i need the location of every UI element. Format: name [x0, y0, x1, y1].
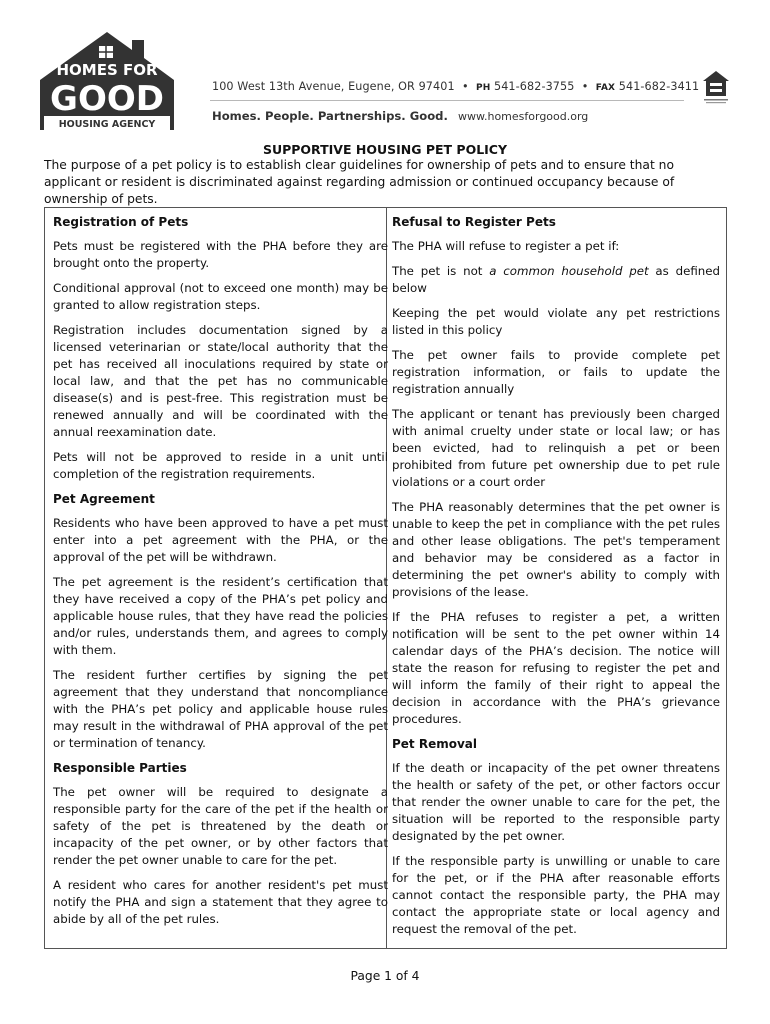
registration-p1: Pets must be registered with the PHA before they are brought onto the property.: [53, 239, 388, 270]
agreement-heading: Pet Agreement: [53, 492, 155, 506]
registration-p2: Conditional approval (not to exceed one month) may be granted to allow registration steps.: [53, 281, 388, 312]
responsible-heading: Responsible Parties: [53, 761, 187, 775]
logo-line2: GOOD: [50, 79, 164, 119]
fax-label: FAX: [595, 83, 616, 93]
refusal-p2-em: a common household pet: [489, 264, 649, 278]
intro-paragraph: The purpose of a pet policy is to establish clear guidelines for ownership of pets and to ensure that no applicant or resident is discriminated against regarding admission or continued occupancy because of ownership of pets.: [44, 158, 675, 206]
refusal-p7: If the PHA refuses to register a pet, a written notification will be sent to the pet owner within 14 calendar days of the PHA’s decision. The notice will state the reason for refusing to register the pet and will inform the family of their right to appeal the decision in accordance with the PHA’s grievance procedures.: [392, 610, 720, 726]
equal-housing-opportunity-icon: [702, 70, 730, 104]
refusal-p2-pre: The pet is not: [392, 264, 490, 278]
refusal-heading: Refusal to Register Pets: [392, 215, 556, 229]
refusal-p3: Keeping the pet would violate any pet restrictions listed in this policy: [392, 306, 720, 337]
header-divider: [210, 100, 684, 101]
responsible-p1: The pet owner will be required to designate a responsible party for the care of the pet if the health or safety of the pet is threatened by the death or incapacity of the pet owner, or by other factors that render the pet owner unable to care for the pet.: [53, 785, 388, 867]
removal-p2: If the responsible party is unwilling or unable to care for the pet, or if the PHA after reasonable efforts cannot contact the responsible party, the PHA may contact the appropriate state or local agency and request the removal of the pet.: [392, 854, 720, 936]
refusal-p1: The PHA will refuse to register a pet if:: [392, 239, 620, 253]
removal-p1: If the death or incapacity of the pet owner threatens the health or safety of the pet, or other factors occur that render the owner unable to care for the pet, the situation will be reported to the responsible party designated by the pet owner.: [392, 761, 720, 843]
contact-line: [212, 80, 699, 93]
address: 100 West 13th Avenue, Eugene, OR 97401: [212, 80, 455, 93]
page-title: SUPPORTIVE HOUSING PET POLICY: [262, 142, 508, 157]
separator-1: •: [461, 80, 469, 93]
registration-p3: Registration includes documentation signed by a licensed veterinarian or state/local authority that the pet has received all inoculations required by state or local law, and that the pet has no communicable disease(s) and is pest-free. This registration must be renewed annually and will be coordinated with the annual reexamination date.: [53, 323, 388, 439]
homes-for-good-logo: [36, 30, 178, 134]
refusal-p6: The PHA reasonably determines that the pet owner is unable to keep the pet in compliance with the pet rules and other lease obligations. The pet's temperament and behavior may be considered as a factor in determining the pet owner's ability to comply with provisions of the lease.: [392, 500, 720, 599]
logo-line1: HOMES FOR: [56, 61, 158, 79]
removal-heading: Pet Removal: [392, 737, 478, 751]
agreement-p2: The pet agreement is the resident’s certification that they have received a copy of the PHA’s pet policy and applicable house rules, that they have read the policies and/or rules, understands them, and agrees to comply with them.: [53, 575, 388, 657]
phone-number: 541-682-3755: [494, 80, 575, 93]
agreement-p1: Residents who have been approved to have a pet must enter into a pet agreement with the PHA, or the approval of the pet will be withdrawn.: [53, 516, 388, 564]
left-column: [53, 208, 388, 948]
registration-p4: Pets will not be approved to reside in a unit until completion of the registration requirements.: [53, 450, 388, 481]
refusal-p4: The pet owner fails to provide complete pet registration information, or fails to update the registration annually: [392, 348, 720, 396]
separator-2: •: [581, 80, 589, 93]
right-column: [392, 208, 720, 948]
house-roof-logo-icon: [36, 30, 178, 134]
page-number: Page 1 of 4: [350, 969, 420, 983]
tagline: Homes. People. Partnerships. Good.: [212, 109, 448, 123]
phone-label: PH: [476, 83, 491, 93]
agreement-p3: The resident further certifies by signing the pet agreement that they understand that noncompliance with the PHA’s pet policy and applicable house rules may result in the withdrawal of PHA approval of the pet or termination of tenancy.: [53, 668, 388, 750]
website-link[interactable]: www.homesforgood.org: [458, 110, 589, 123]
policy-table: [44, 207, 727, 949]
fax-number: 541-682-3411: [618, 80, 700, 93]
refusal-p2: [392, 263, 720, 297]
refusal-p5: The applicant or tenant has previously been charged with animal cruelty under state or local law; or has been evicted, had to relinquish a pet or been prohibited from future pet ownership due to pet rule violations or a court order: [392, 407, 720, 489]
logo-line3: HOUSING AGENCY: [58, 119, 156, 130]
registration-heading: Registration of Pets: [53, 215, 189, 229]
refusal-p2-post: as defined below: [392, 264, 720, 295]
responsible-p2: A resident who cares for another resident's pet must notify the PHA and sign a statement that they agree to abide by all of the pet rules.: [53, 878, 388, 926]
